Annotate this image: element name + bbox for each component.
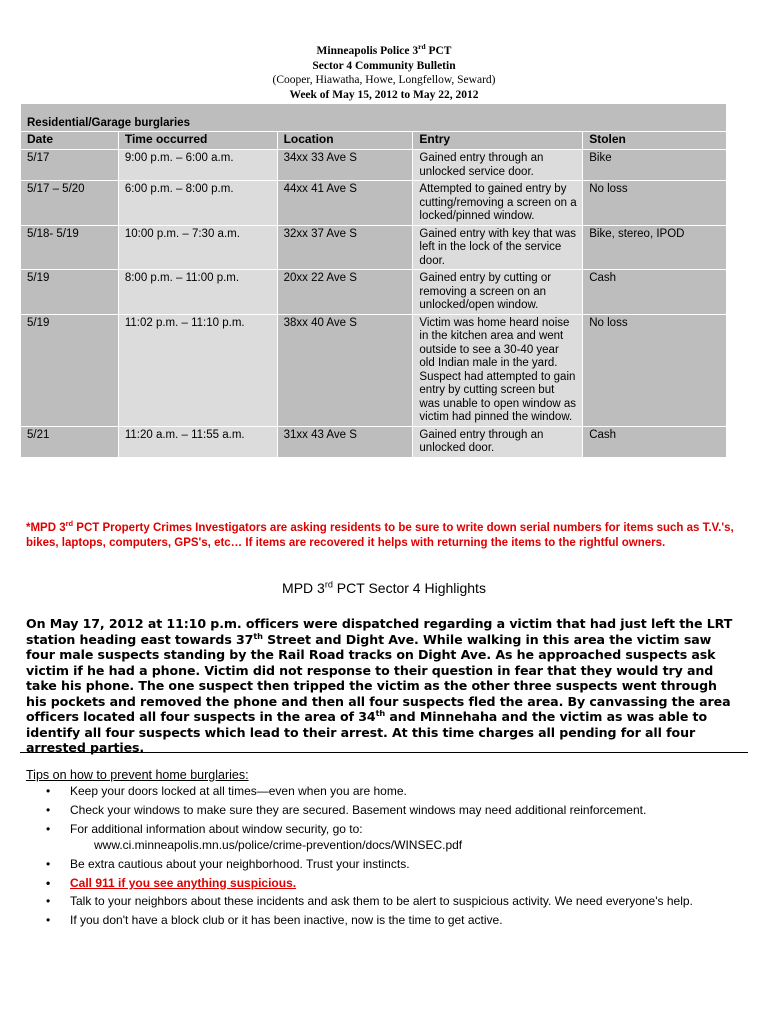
stolen-cell: Bike (583, 150, 727, 181)
stolen-cell: Bike, stereo, IPOD (583, 225, 727, 270)
time-cell: 10:00 p.m. – 7:30 a.m. (118, 225, 277, 270)
table-row (21, 426, 727, 457)
column-header: Location (277, 131, 413, 150)
list-item: • For additional information about window security, go to: www.ci.minneapolis.mn.us/police/crime-prevention/docs/WINSEC.pdf (28, 821, 748, 854)
bulletin-header (0, 44, 768, 102)
list-item: • Talk to your neighbors about these incidents and ask them to be alert to suspicious activity. We need everyone's help. (46, 894, 693, 909)
property-crimes-notice: *MPD 3rd PCT Property Crimes Investigators are asking residents to be sure to write down serial numbers for items such as T.V.'s, bikes, laptops, computers, GPS's, etc… If items are recovered it helps with returning the items to the rightful owners. (26, 519, 734, 549)
date-cell: 5/18- 5/19 (21, 225, 119, 270)
window-security-link[interactable]: www.ci.minneapolis.mn.us/police/crime-prevention/docs/WINSEC.pdf (94, 838, 463, 853)
list-item: • Check your windows to make sure they are secured. Basement windows may need additional reinforcement. (46, 802, 647, 817)
table-row (21, 181, 727, 226)
list-item: • If you don't have a block club or it has been inactive, now is the time to get active. (46, 913, 503, 928)
bullet-icon: • (46, 894, 51, 909)
header-line-4: Week of May 15, 2012 to May 22, 2012 (289, 88, 479, 101)
entry-cell: Gained entry through an unlocked door. (413, 426, 583, 457)
table-row (21, 150, 727, 181)
column-header: Stolen (583, 131, 727, 150)
location-cell: 38xx 40 Ave S (277, 314, 413, 426)
column-header: Entry (413, 131, 583, 150)
tips-list (28, 783, 748, 931)
location-cell: 20xx 22 Ave S (277, 270, 413, 315)
header-line-3: (Cooper, Hiawatha, Howe, Longfellow, Seward) (272, 74, 496, 86)
time-cell: 9:00 p.m. – 6:00 a.m. (118, 150, 277, 181)
section-divider (20, 752, 748, 753)
entry-cell: Victim was home heard noise in the kitchen area and went outside to see a 30-40 year old Indian male in the yard. Suspect had attempted to gain entry by cutting screen but was unable to open window as victim had pinned the window. (413, 314, 583, 426)
entry-cell: Gained entry through an unlocked service door. (413, 150, 583, 181)
table-row (21, 314, 727, 426)
stolen-cell: Cash (583, 270, 727, 315)
date-cell: 5/19 (21, 270, 119, 315)
bullet-icon: • (46, 802, 51, 817)
column-header: Date (21, 131, 119, 150)
date-cell: 5/17 (21, 150, 119, 181)
list-item-call-911: • Call 911 if you see anything suspicious. (46, 875, 297, 890)
list-item: • Be extra cautious about your neighborhood. Trust your instincts. (46, 856, 410, 871)
stolen-cell: Cash (583, 426, 727, 457)
table-title: Residential/Garage burglaries (21, 104, 727, 132)
location-cell: 31xx 43 Ave S (277, 426, 413, 457)
bullet-icon: • (46, 784, 51, 798)
header-line-2: Sector 4 Community Bulletin (312, 59, 456, 72)
entry-cell: Gained entry with key that was left in the lock of the service door. (413, 225, 583, 270)
date-cell: 5/21 (21, 426, 119, 457)
date-cell: 5/17 – 5/20 (21, 181, 119, 226)
stolen-cell: No loss (583, 314, 727, 426)
burglaries-table (20, 103, 727, 458)
highlights-title: MPD 3rd PCT Sector 4 Highlights (282, 579, 486, 596)
time-cell: 6:00 p.m. – 8:00 p.m. (118, 181, 277, 226)
bullet-icon: • (46, 821, 51, 836)
table-row (21, 225, 727, 270)
incident-story: On May 17, 2012 at 11:10 p.m. officers were dispatched regarding a victim that had just left the LRT station heading east towards 37th Street and Dight Ave. While walking in this area the victim saw four male suspects standing by the Rail Road tracks on Dight Ave. As he approached suspects ask victim if he had a phone. Victim did not response to their question in fear that they would try and take his phone. The one suspect then tripped the victim as the other three suspects went through his pockets and removed the phone and then all four suspects fled the area. By canvassing the area officers located all four suspects in the area of 34th and Minnehaha and the victim as was able to identify all four suspects which lead to their arrest. At this time charges all pending for all four arrested parties. (26, 616, 733, 755)
location-cell: 34xx 33 Ave S (277, 150, 413, 181)
time-cell: 8:00 p.m. – 11:00 p.m. (118, 270, 277, 315)
entry-cell: Attempted to gained entry by cutting/removing a screen on a locked/pinned window. (413, 181, 583, 226)
time-cell: 11:02 p.m. – 11:10 p.m. (118, 314, 277, 426)
bullet-icon: • (46, 856, 51, 871)
date-cell: 5/19 (21, 314, 119, 426)
bullet-icon: • (46, 913, 51, 928)
time-cell: 11:20 a.m. – 11:55 a.m. (118, 426, 277, 457)
bullet-icon: • (46, 875, 51, 890)
table-row (21, 270, 727, 315)
column-header: Time occurred (118, 131, 277, 150)
table-header-row (21, 131, 727, 150)
list-item: • Keep your doors locked at all times—even when you are home. (46, 784, 407, 798)
location-cell: 32xx 37 Ave S (277, 225, 413, 270)
tips-title: Tips on how to prevent home burglaries: (26, 768, 249, 782)
stolen-cell: No loss (583, 181, 727, 226)
location-cell: 44xx 41 Ave S (277, 181, 413, 226)
table-title-row (21, 104, 727, 132)
header-line-1: Minneapolis Police 3rd PCT (316, 42, 452, 57)
entry-cell: Gained entry by cutting or removing a screen on an unlocked/open window. (413, 270, 583, 315)
